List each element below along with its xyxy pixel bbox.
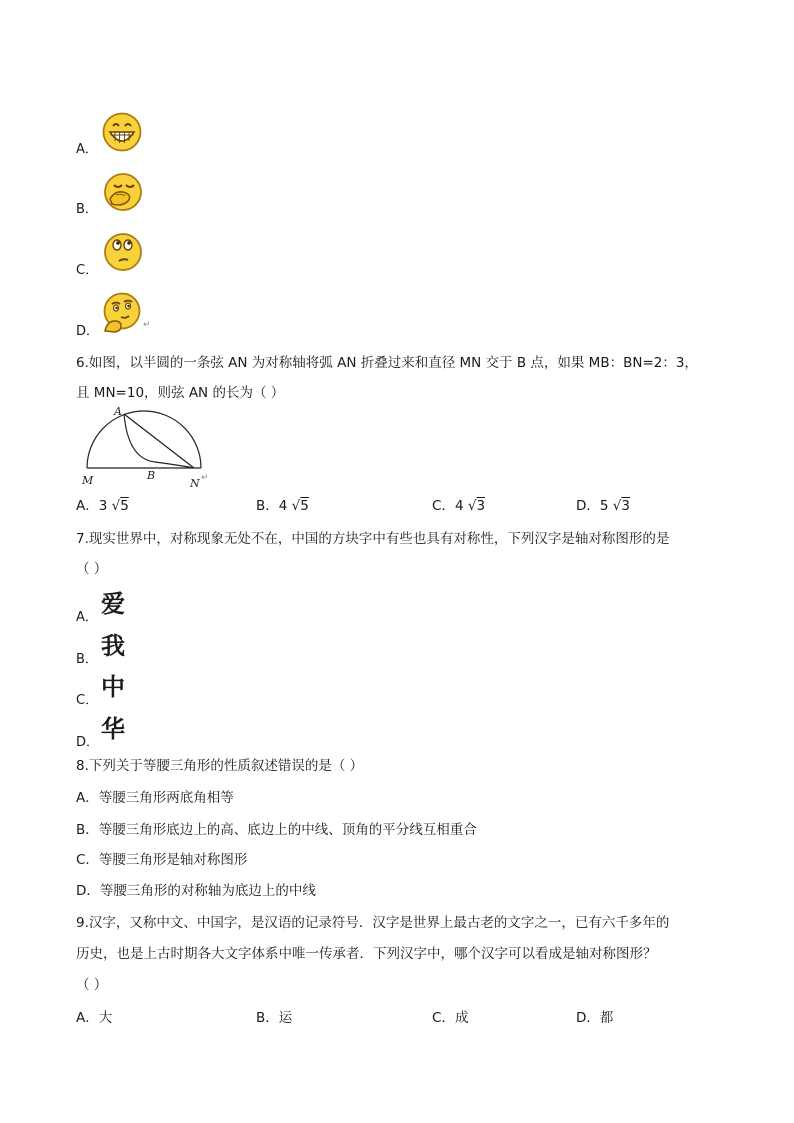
- thinking-rolling-eyes-icon: [102, 231, 144, 273]
- q6-option-b: B．4 √5: [256, 498, 309, 514]
- q9-options-row: [76, 1003, 716, 1033]
- q5-option-b-letter: B．: [76, 202, 98, 217]
- hand-on-chin-thinking-icon: [101, 291, 143, 333]
- q6-stem-line1: 6.如图，以半圆的一条弦 AN 为对称轴将弧 AN 折叠过来和直径 MN 交于 B 点，如果 MB：BN=2：3，: [76, 355, 698, 371]
- q8-stem: 8.下列关于等腰三角形的性质叙述错误的是（ ）: [76, 758, 364, 774]
- q9-option-d: D．都: [576, 1010, 614, 1026]
- q8-option-d: D．等腰三角形的对称轴为底边上的中线: [76, 883, 316, 899]
- q7-option-d-letter: D．: [76, 735, 100, 750]
- q9-stem-line1: 9.汉字，又称中文、中国字，是汉语的记录符号．汉字是世界上最古老的文字之一，已有六千多年的: [76, 915, 670, 931]
- q6-option-d: D．5 √3: [576, 498, 630, 514]
- q7-option-c-letter: C．: [76, 693, 99, 708]
- q7-option-a-letter: A．: [76, 610, 98, 625]
- q7-option-b-char: 我: [101, 632, 125, 660]
- q5-option-a-letter: A．: [76, 142, 98, 157]
- label-m: M: [82, 474, 94, 487]
- q9-option-b: B．运: [256, 1010, 293, 1026]
- label-b: B: [147, 469, 156, 482]
- q7-option-c-char: 中: [101, 673, 125, 701]
- label-n: N: [190, 477, 200, 490]
- grinning-face-icon: [101, 111, 143, 153]
- q6-option-c: C．4 √3: [432, 498, 486, 514]
- semicircle-arc: [87, 411, 201, 468]
- q7-option-d-char: 华: [101, 715, 125, 743]
- q6-option-a: A．3 √5: [76, 498, 129, 514]
- paragraph-return-mark: ↵: [201, 473, 209, 483]
- q8-option-c: C．等腰三角形是轴对称图形: [76, 852, 248, 868]
- q8-option-a: A．等腰三角形两底角相等: [76, 790, 234, 806]
- q6-semicircle-figure: [80, 405, 215, 494]
- chord-an: [124, 414, 194, 468]
- q9-option-a: A．大: [76, 1010, 113, 1026]
- label-a: A: [114, 405, 122, 418]
- q9-stem-line2: 历史，也是上古时期各大文字体系中唯一传承者．下列汉字中，哪个汉字可以看成是轴对称图形？: [76, 946, 657, 962]
- q7-stem-line1: 7.现实世界中，对称现象无处不在，中国的方块字中有些也具有对称性，下列汉字是轴对称图形的是: [76, 531, 670, 547]
- paragraph-return-mark: ↵: [143, 320, 151, 330]
- q7-option-a-char: 爱: [101, 590, 125, 618]
- q8-option-b: B．等腰三角形底边上的高、底边上的中线、顶角的平分线互相重合: [76, 822, 477, 838]
- q9-option-c: C．成: [432, 1010, 469, 1026]
- q5-option-c-letter: C．: [76, 263, 99, 278]
- q9-stem-line3: （ ）: [76, 977, 108, 993]
- q5-option-d-letter: D．: [76, 324, 100, 339]
- q6-options-row: [76, 498, 716, 520]
- q7-stem-line2: （ ）: [76, 561, 108, 577]
- laughing-covering-mouth-icon: [102, 171, 144, 213]
- q7-option-b-letter: B．: [76, 652, 98, 667]
- q6-stem-line2: 且 MN=10，则弦 AN 的长为（ ）: [76, 385, 285, 401]
